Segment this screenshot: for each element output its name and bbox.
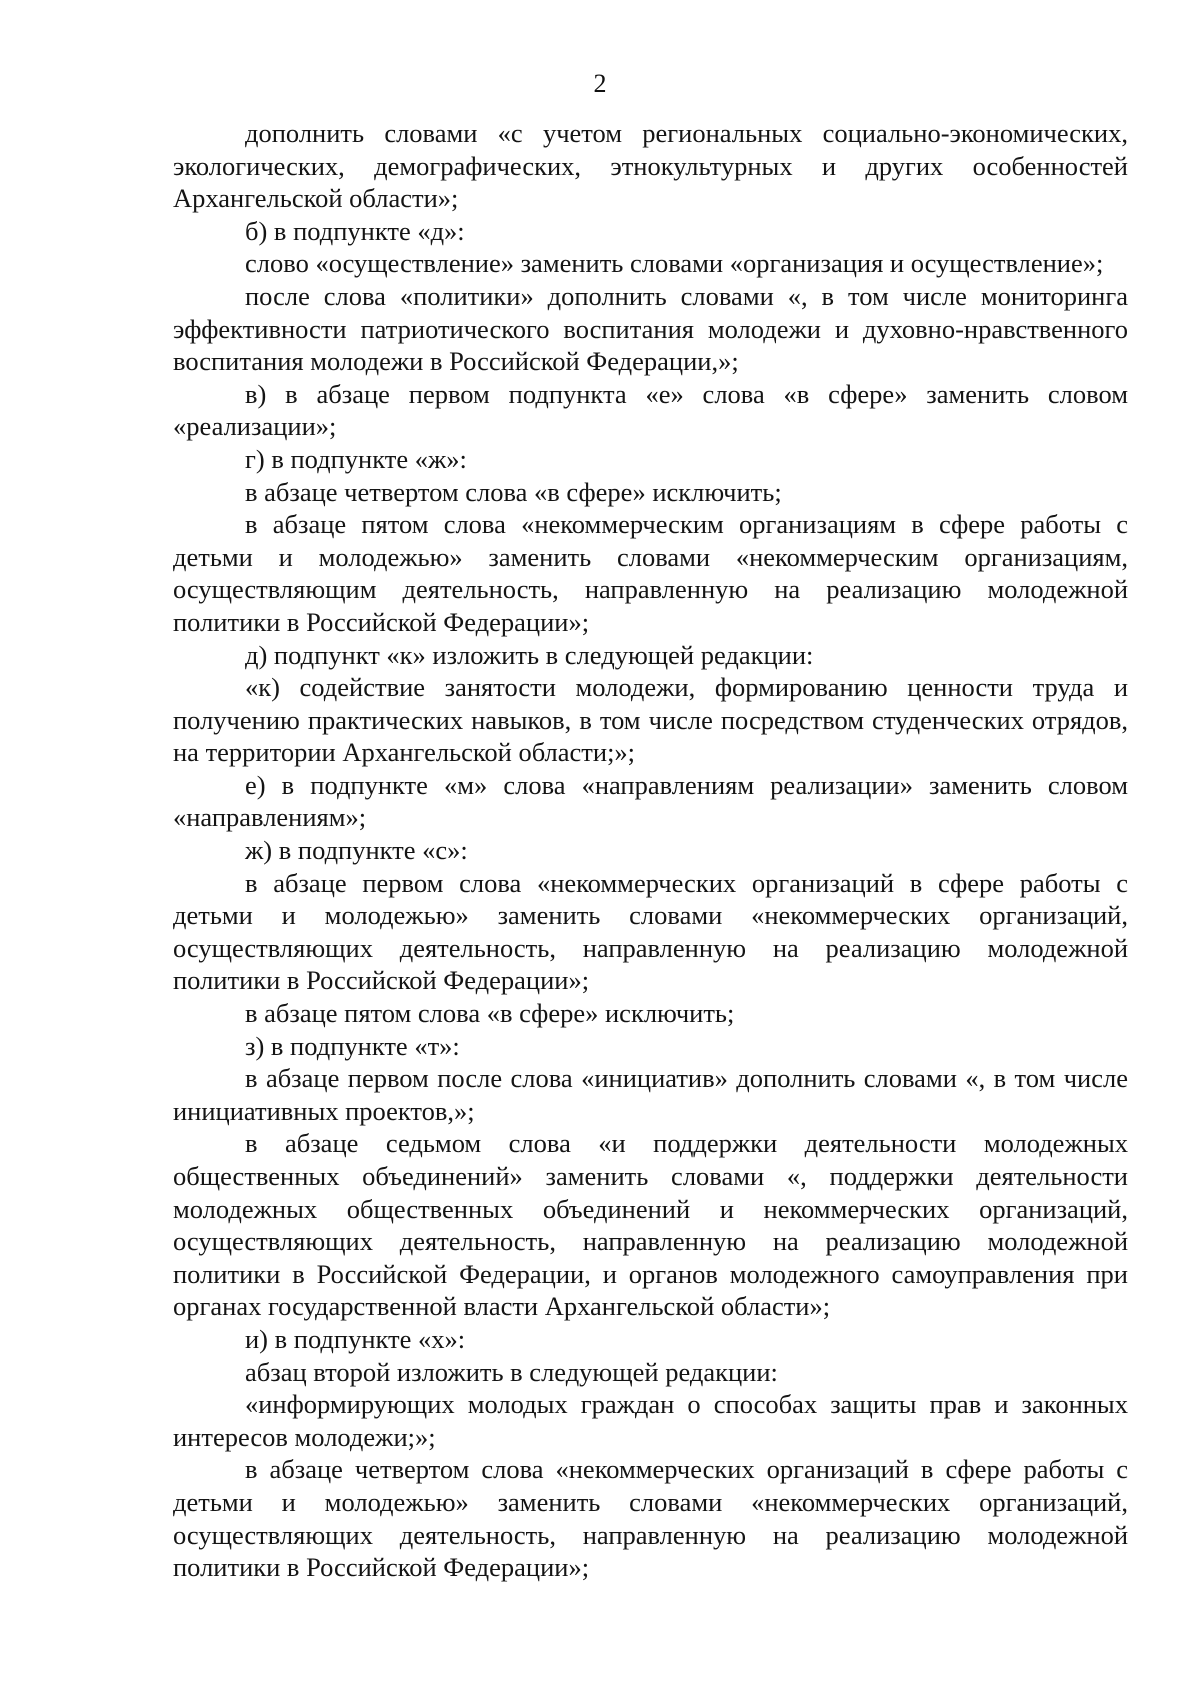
paragraph-20: «информирующих молодых граждан о способах защиты прав и законных интересов молодежи;»;: [173, 1389, 1128, 1452]
paragraph-9: д) подпункт «к» изложить в следующей редакции:: [245, 639, 814, 670]
paragraph-8: в абзаце пятом слова «некоммерческим организациям в сфере работы с детьми и молодежью» заменить словами «некоммерческим организациям, осуществляющим деятельность, направленную на реализацию молодежной политики в Российской Федерации»;: [173, 509, 1128, 637]
paragraph-1: дополнить словами «с учетом региональных социально-экономических, экологических, демографических, этнокультурных и других особенностей Архангельской области»;: [173, 118, 1128, 214]
paragraph-11: е) в подпункте «м» слова «направлениям реализации» заменить словом «направлениям»;: [173, 769, 1128, 833]
paragraph-2: б) в подпункте «д»:: [245, 215, 465, 246]
paragraph-21: в абзаце четвертом слова «некоммерческих организаций в сфере работы с детьми и молодежью» заменить словами «некоммерческих организаций, осуществляющих деятельность, направленную на реализацию молодежной политики в Российской Федерации»;: [173, 1454, 1128, 1583]
paragraph-17: в абзаце седьмом слова «и поддержки деятельности молодежных общественных объединений» заменить словами «, поддержки деятельности молодежных общественных объединений и некоммерческих организаций, осуществляющих деятельность, направленную на реализацию молодежной политики в Российской Федерации, и органов молодежного самоуправления при органах государственной власти Архангельской области»;: [173, 1128, 1128, 1322]
paragraph-7: в абзаце четвертом слова «в сфере» исключить;: [245, 476, 782, 507]
paragraph-12: ж) в подпункте «с»:: [245, 835, 468, 866]
paragraph-19: абзац второй изложить в следующей редакции:: [245, 1356, 778, 1387]
paragraph-13: в абзаце первом слова «некоммерческих организаций в сфере работы с детьми и молодежью» заменить словами «некоммерческих организаций, осуществляющих деятельность, направленную на реализацию молодежной политики в Российской Федерации»;: [173, 867, 1128, 996]
paragraph-6: г) в подпункте «ж»:: [245, 443, 467, 474]
paragraph-3: слово «осуществление» заменить словами «организация и осуществление»;: [245, 248, 1104, 279]
paragraph-14: в абзаце пятом слова «в сфере» исключить;: [245, 998, 735, 1029]
paragraph-10: «к) содействие занятости молодежи, формированию ценности труда и получению практических навыков, в том числе посредством студенческих отрядов, на территории Архангельской области;»;: [173, 672, 1128, 768]
paragraph-15: з) в подпункте «т»:: [245, 1030, 460, 1061]
document-body: [173, 117, 1128, 1584]
paragraph-16: в абзаце первом после слова «инициатив» дополнить словами «, в том числе инициативных проектов,»;: [173, 1063, 1128, 1126]
page-number: 2: [593, 69, 607, 98]
paragraph-18: и) в подпункте «х»:: [245, 1323, 466, 1354]
paragraph-4: после слова «политики» дополнить словами «, в том числе мониторинга эффективности патриотического воспитания молодежи и духовно-нравственного воспитания молодежи в Российской Федерации,»;: [173, 280, 1128, 377]
paragraph-5: в) в абзаце первом подпункта «е» слова «в сфере» заменить словом «реализации»;: [173, 378, 1128, 442]
